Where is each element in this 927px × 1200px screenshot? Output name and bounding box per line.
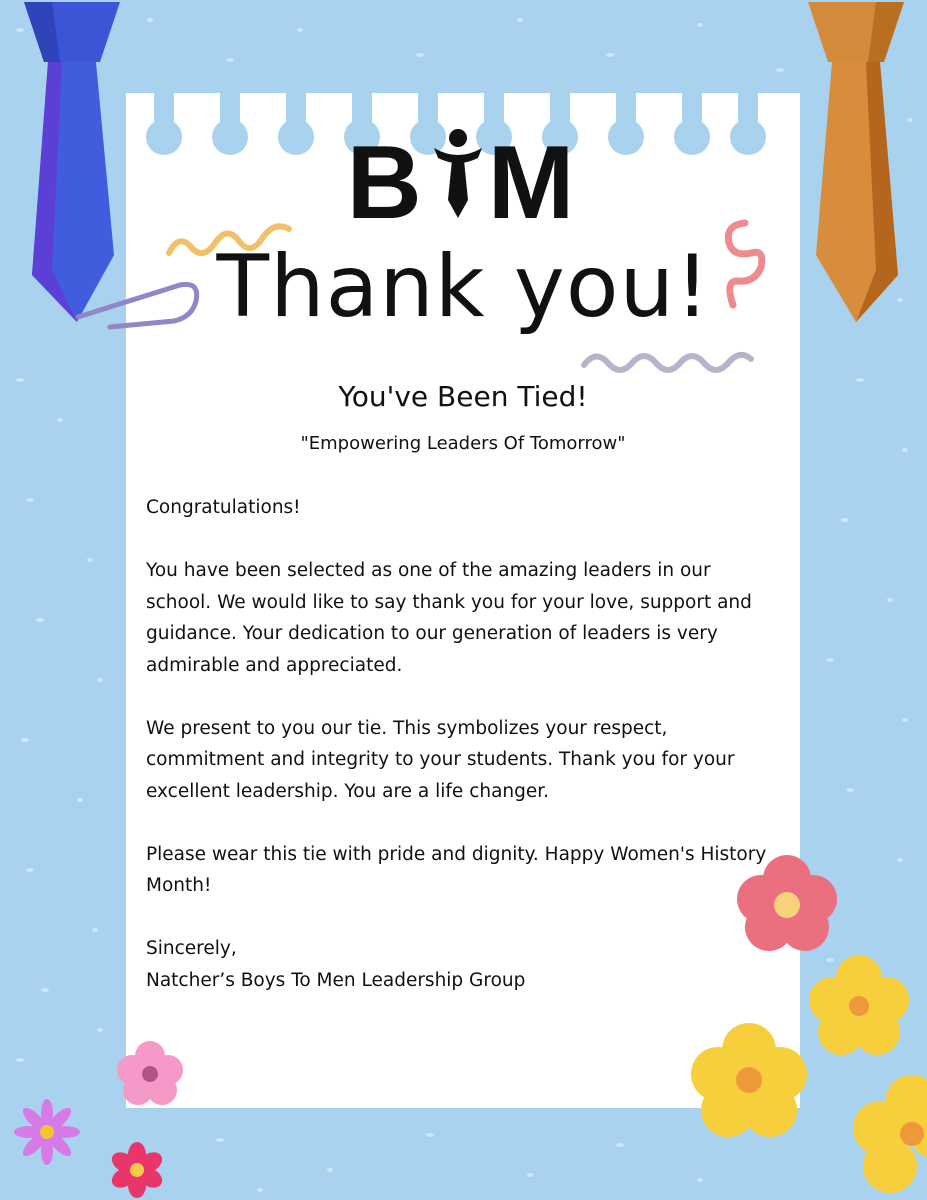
- yellow-flower-icon: [806, 952, 912, 1062]
- tie-letter-icon: [432, 128, 484, 220]
- motto: "Empowering Leaders Of Tomorrow": [300, 433, 626, 454]
- paragraph-tie: We present to you our tie. This symbolizes your respect, commitment and integrity to your students. Thank you for your excellent leadership. You are a life changer.: [146, 717, 735, 802]
- purple-flower-icon: [12, 1098, 82, 1166]
- logo-letter-m: M: [487, 125, 581, 241]
- squiggle-icon: [580, 345, 755, 380]
- paragraph-selection: You have been selected as one of the amazing leaders in our school. We would like to say thank you for your love, support and guidance. Your dedication to our generation of leaders is very admirable and appreciated.: [146, 560, 752, 676]
- logo-letter-b: B: [346, 125, 428, 241]
- closing: Sincerely,: [146, 938, 237, 959]
- paragraph-wear: Please wear this tie with pride and dignity. Happy Women's History Month!: [146, 843, 767, 896]
- bym-logo: [0, 125, 927, 241]
- red-flower-icon: [106, 1140, 168, 1200]
- yellow-flower-icon: [688, 1020, 810, 1142]
- subtitle: You've Been Tied!: [338, 380, 588, 413]
- signature: Natcher’s Boys To Men Leadership Group: [146, 969, 526, 991]
- yellow-flower-icon: [846, 1072, 927, 1200]
- letter-body: [146, 492, 776, 996]
- pink-flower-icon: [116, 1040, 184, 1108]
- page-title: Thank you!: [216, 237, 711, 337]
- greeting: Congratulations!: [146, 497, 301, 518]
